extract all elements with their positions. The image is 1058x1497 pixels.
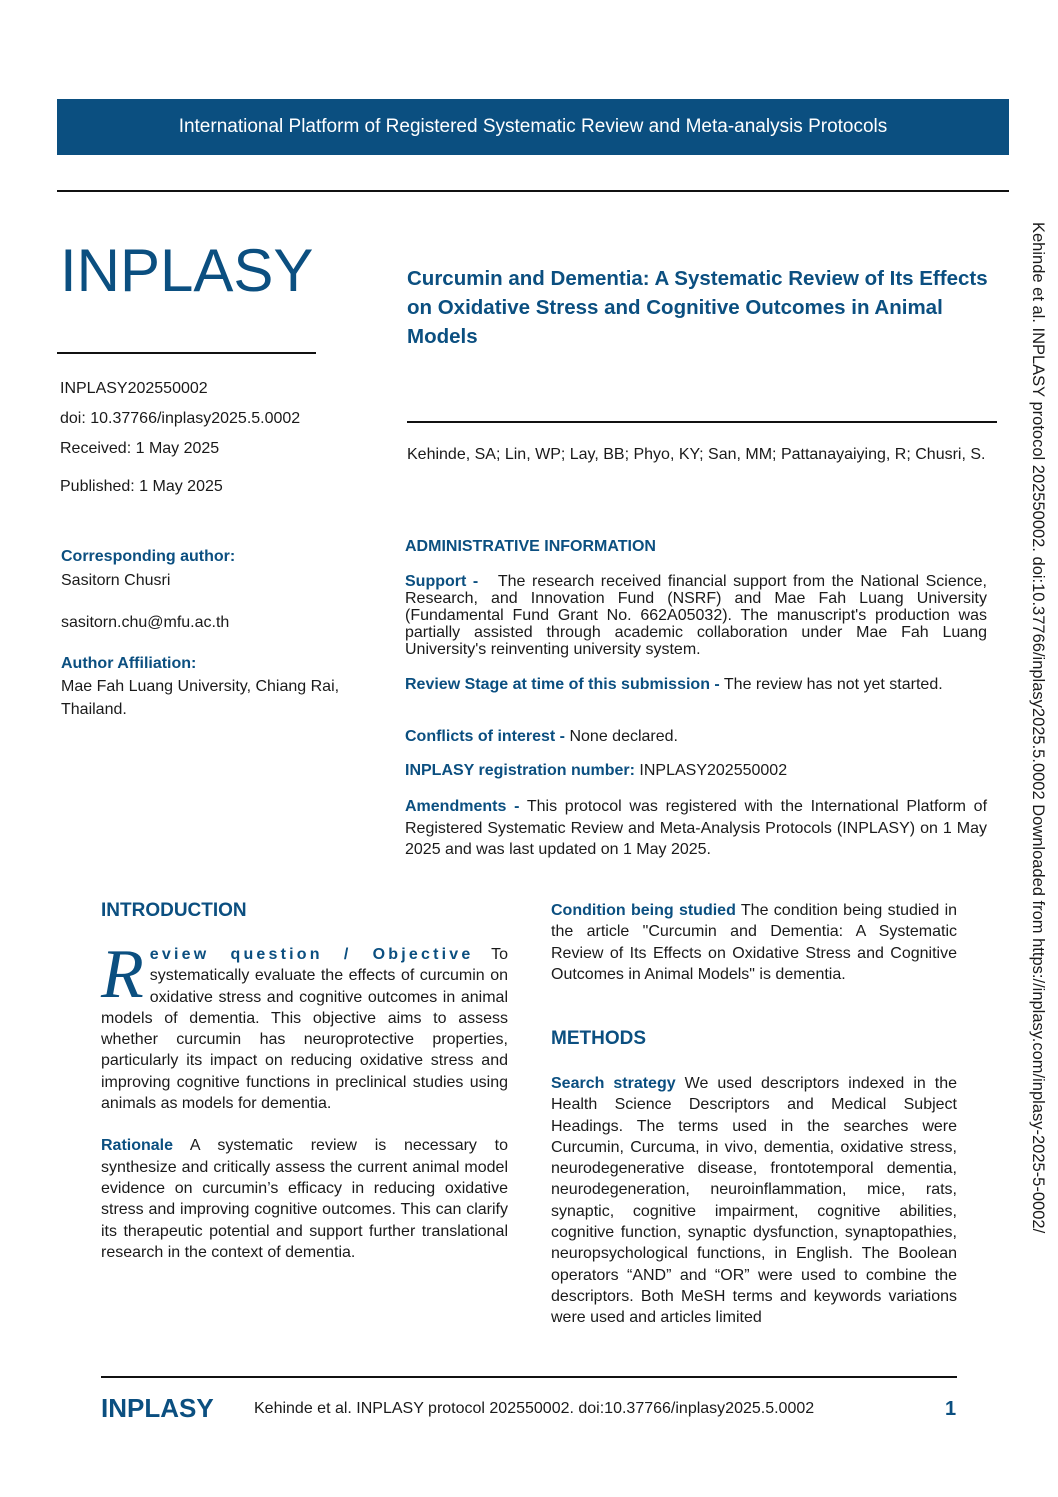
author-list: Kehinde, SA; Lin, WP; Lay, BB; Phyo, KY; San, MM; Pattanayaiying, R; Chusri, S. <box>407 446 986 463</box>
review-question-label: eview question / Objective <box>149 946 474 963</box>
page-number: 1 <box>945 1398 957 1420</box>
support-label: Support - <box>405 573 479 590</box>
rationale-paragraph <box>101 1135 508 1263</box>
footer-citation: Kehinde et al. INPLASY protocol 202550002. doi:10.37766/inplasy2025.5.0002 <box>254 1400 815 1417</box>
support-text: The research received financial support from the National Science, Research, and Innovation Fund (NSRF) and Mae Fah Luang University (Fundamental Fund Grant No. 662A05032). The manuscript's production was partially assisted through academic collaboration under Mae Fah Luang University's reinventing university system. <box>405 573 987 658</box>
registration-paragraph <box>405 762 987 779</box>
search-strategy-text: We used descriptors indexed in the Health Science Descriptors and Medical Subject Headings. The terms used in the searches were Curcumin, Curcuma, in vivo, dementia, oxidative stress, neurodegenerative disease, frontotemporal dementia, neurodegeneration, neuroinflammation, mice, rats, synaptic, cognitive impairment, cognitive abilities, cognitive function, synaptic dysfunction, synaptopathies, neuropsychological functions, in English. The Boolean operators “AND” and “OR” were used to combine the descriptors. Both MeSH terms and keywords variations were used and articles limited <box>551 1075 958 1327</box>
introduction-heading: INTRODUCTION <box>101 900 247 921</box>
review-stage-label: Review Stage at time of this submission - <box>405 676 720 693</box>
dropcap-letter: R <box>101 936 144 1013</box>
search-strategy-paragraph <box>551 1073 957 1329</box>
affiliation-label: Author Affiliation: <box>61 655 197 672</box>
admin-heading: ADMINISTRATIVE INFORMATION <box>405 538 656 555</box>
title-divider <box>407 421 997 423</box>
introduction-body <box>101 936 509 1263</box>
registration-number: INPLASY202550002 <box>639 762 788 779</box>
corresponding-author-label: Corresponding author: <box>61 548 236 565</box>
condition-text: The condition being studied in the article "Curcumin and Dementia: A Systematic Review of Its Effects on Oxidative Stress and Cognitive Outcomes in Animal Models" is dementia. <box>551 902 958 983</box>
top-divider <box>57 190 1009 192</box>
condition-label: Condition being studied <box>551 902 736 919</box>
footer-divider <box>101 1376 957 1378</box>
review-stage-paragraph <box>405 676 987 693</box>
received-date: Received: 1 May 2025 <box>60 440 220 457</box>
corresponding-author-name: Sasitorn Chusri <box>61 572 171 589</box>
conflicts-paragraph <box>405 728 987 745</box>
registration-label: INPLASY registration number: <box>405 762 635 779</box>
header-banner: International Platform of Registered Systematic Review and Meta-analysis Protocols <box>57 99 1009 155</box>
affiliation-text: Mae Fah Luang University, Chiang Rai, Thailand. <box>61 678 340 718</box>
search-strategy-label: Search strategy <box>551 1075 676 1092</box>
paper-title: Curcumin and Dementia: A Systematic Review of Its Effects on Oxidative Stress and Cognitive Outcomes in Animal Models <box>407 267 988 348</box>
review-question-paragraph <box>101 936 509 1114</box>
corresponding-author-email[interactable]: sasitorn.chu@mfu.ac.th <box>61 614 230 631</box>
footer-logo: INPLASY <box>101 1393 214 1423</box>
protocol-id: INPLASY202550002 <box>60 380 208 397</box>
amendments-label: Amendments - <box>405 798 520 815</box>
side-citation: Kehinde et al. INPLASY protocol 202550002. doi:10.37766/inplasy2025.5.0002 Downloaded from https://inplasy.com/inplasy-2025-5-0002/ <box>1029 222 1047 1234</box>
amendments-text: This protocol was registered with the International Platform of Registered Systematic Review and Meta-Analysis Protocols (INPLASY) on 1 May 2025 and was last updated on 1 May 2025. <box>405 798 988 858</box>
amendments-paragraph <box>405 796 987 861</box>
review-question-text: To systematically evaluate the effects of curcumin on oxidative stress and cognitive outcomes in animal models of dementia. This objective aims to assess whether curcumin has neuroprotective properties, particularly its impact on reducing oxidative stress and improving cognitive functions in preclinical studies using animals as models for dementia. <box>101 946 509 1113</box>
conflicts-text: None declared. <box>569 728 678 745</box>
rationale-text: A systematic review is necessary to synthesize and critically assess the current animal model evidence on curcumin’s efficacy in reducing oxidative stress and improving cognitive outcomes. This can clarify its therapeutic potential and support further translational research in the context of dementia. <box>101 1137 508 1261</box>
doi: doi: 10.37766/inplasy2025.5.0002 <box>60 410 301 427</box>
inplasy-logo: INPLASY <box>60 237 314 304</box>
conflicts-label: Conflicts of interest - <box>405 728 566 745</box>
condition-paragraph <box>551 900 957 985</box>
review-stage-text: The review has not yet started. <box>723 676 943 693</box>
support-paragraph <box>405 573 987 658</box>
methods-heading: METHODS <box>551 1028 646 1049</box>
rationale-label: Rationale <box>101 1137 174 1155</box>
published-date: Published: 1 May 2025 <box>60 478 223 495</box>
logo-divider <box>57 352 316 354</box>
